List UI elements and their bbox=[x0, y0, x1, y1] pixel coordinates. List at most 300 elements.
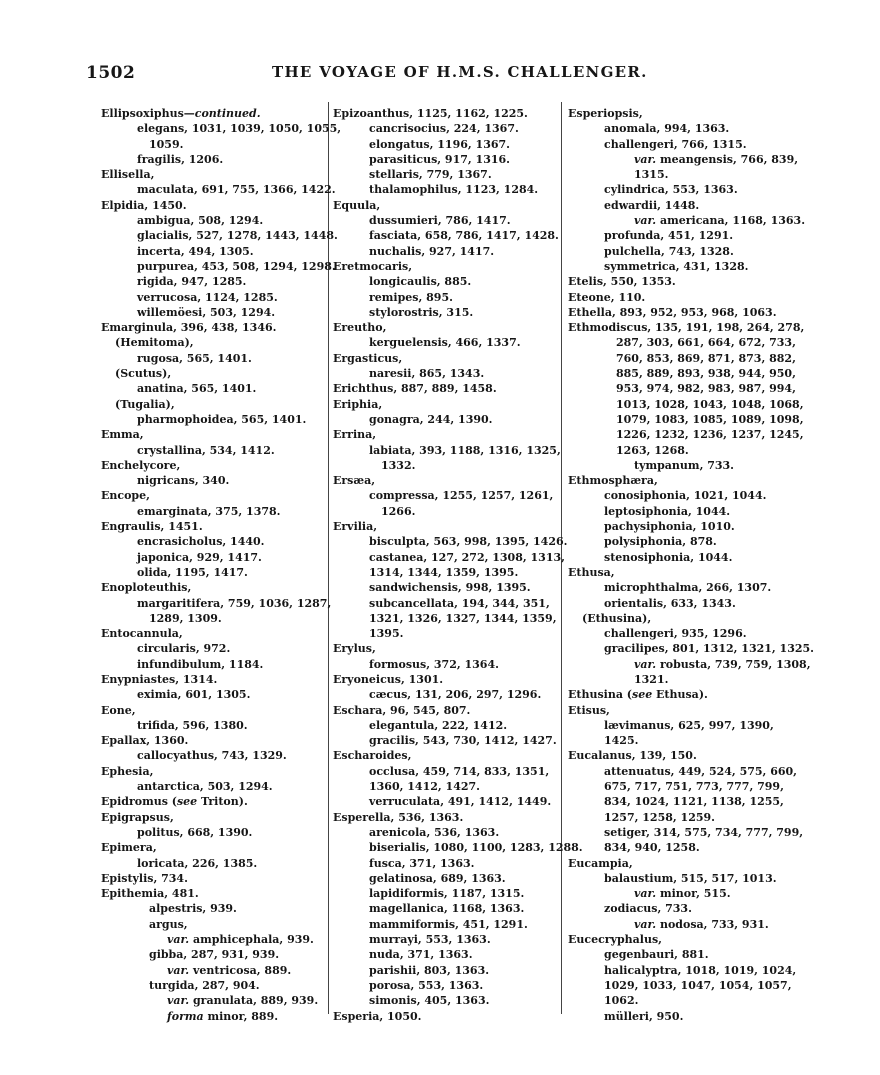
index-entry bbox=[101, 137, 325, 152]
index-entry bbox=[101, 473, 325, 488]
index-entry bbox=[101, 305, 325, 320]
entry-text: setiger, 314, 575, 734, 777, 799, bbox=[604, 825, 804, 839]
entry-text: Entocannula, bbox=[101, 627, 183, 641]
entry-text: 760, 853, 869, 871, 873, 882, bbox=[616, 351, 796, 365]
index-entry bbox=[568, 1009, 798, 1024]
entry-text: Ethella, 893, 952, 953, 968, 1063. bbox=[568, 305, 777, 319]
index-entry bbox=[333, 366, 555, 381]
entry-text: Eone, bbox=[101, 703, 136, 717]
index-entry bbox=[101, 626, 325, 641]
index-entry bbox=[333, 427, 555, 442]
index-entry bbox=[568, 488, 798, 503]
index-entry bbox=[101, 182, 336, 197]
entry-text: Ethusa). bbox=[652, 688, 708, 702]
index-entry bbox=[568, 840, 798, 855]
index-entry bbox=[333, 335, 555, 350]
entry-text: Ethusa, bbox=[568, 565, 615, 579]
entry-text: trifida, 596, 1380. bbox=[137, 718, 248, 732]
index-entry bbox=[101, 687, 325, 702]
entry-text: Esperella, 536, 1363. bbox=[333, 810, 464, 824]
entry-text: 1029, 1033, 1047, 1054, 1057, bbox=[604, 978, 792, 992]
entry-text: encrasicholus, 1440. bbox=[137, 535, 265, 549]
entry-text: 1360, 1412, 1427. bbox=[369, 780, 480, 794]
entry-text: subcancellata, 194, 344, 351, bbox=[369, 596, 550, 610]
index-entry bbox=[101, 733, 325, 748]
entry-text: 834, 1024, 1121, 1138, 1255, bbox=[604, 795, 784, 809]
entry-text: Eucalanus, 139, 150. bbox=[568, 749, 697, 763]
index-entry bbox=[333, 718, 555, 733]
index-entry bbox=[333, 152, 555, 167]
index-entry bbox=[568, 473, 798, 488]
index-entry bbox=[333, 351, 555, 366]
index-entry bbox=[101, 121, 342, 136]
index-entry bbox=[568, 320, 805, 335]
index-entry bbox=[333, 810, 555, 825]
index-entry bbox=[101, 152, 325, 167]
entry-text: Ethmosphæra, bbox=[568, 474, 658, 488]
entry-text: elegans, 1031, 1039, 1050, 1055, bbox=[137, 122, 342, 136]
index-column-2 bbox=[333, 106, 583, 1024]
index-entry bbox=[568, 687, 798, 702]
entry-text: cylindrica, 553, 1363. bbox=[604, 183, 738, 197]
index-entry bbox=[568, 137, 798, 152]
entry-text: microphthalma, 266, 1307. bbox=[604, 581, 772, 595]
index-entry bbox=[333, 458, 555, 473]
entry-italic-text: var. bbox=[634, 214, 657, 228]
index-entry bbox=[333, 687, 555, 702]
entry-italic-text: var. bbox=[634, 887, 657, 901]
index-entry bbox=[101, 443, 325, 458]
entry-text: parishii, 803, 1363. bbox=[369, 963, 490, 977]
index-entry bbox=[101, 244, 325, 259]
entry-text: dussumieri, 786, 1417. bbox=[369, 214, 511, 228]
entry-text: callocyathus, 743, 1329. bbox=[137, 749, 287, 763]
index-entry bbox=[568, 718, 798, 733]
index-entry bbox=[333, 320, 555, 335]
index-entry bbox=[333, 244, 555, 259]
entry-text: Ereutho, bbox=[333, 321, 387, 335]
index-entry bbox=[568, 121, 798, 136]
entry-text: 1315. bbox=[634, 168, 669, 182]
entry-text: formosus, 372, 1364. bbox=[369, 657, 499, 671]
entry-text: stenosiphonia, 1044. bbox=[604, 550, 733, 564]
index-entry bbox=[101, 397, 325, 412]
index-entry bbox=[568, 106, 798, 121]
entry-text: gonagra, 244, 1390. bbox=[369, 412, 493, 426]
index-entry bbox=[333, 703, 555, 718]
entry-text: challengeri, 766, 1315. bbox=[604, 137, 747, 151]
index-entry bbox=[568, 504, 798, 519]
index-entry bbox=[333, 672, 555, 687]
index-entry bbox=[101, 748, 325, 763]
index-entry bbox=[101, 290, 325, 305]
entry-text: 1263, 1268. bbox=[616, 443, 689, 457]
entry-text: glacialis, 527, 1278, 1443, 1448. bbox=[137, 229, 338, 243]
index-entry bbox=[333, 443, 561, 458]
index-entry bbox=[333, 397, 555, 412]
entry-text: Escharoides, bbox=[333, 749, 412, 763]
entry-text: americana, 1168, 1363. bbox=[656, 214, 806, 228]
entry-italic-text: var. bbox=[634, 657, 657, 671]
entry-text: 1395. bbox=[369, 627, 404, 641]
index-entry bbox=[568, 978, 798, 993]
index-entry bbox=[568, 779, 798, 794]
entry-text: Etelis, 550, 1353. bbox=[568, 275, 676, 289]
entry-text: edwardii, 1448. bbox=[604, 198, 700, 212]
entry-text: zodiacus, 733. bbox=[604, 902, 692, 916]
index-entry bbox=[101, 366, 325, 381]
index-entry bbox=[333, 550, 565, 565]
entry-italic-text: var. bbox=[167, 994, 190, 1008]
entry-text: rugosa, 565, 1401. bbox=[137, 351, 252, 365]
entry-text: symmetrica, 431, 1328. bbox=[604, 259, 749, 273]
index-entry bbox=[568, 886, 798, 901]
entry-text: 1289, 1309. bbox=[149, 611, 222, 625]
entry-text: leptosiphonia, 1044. bbox=[604, 504, 731, 518]
index-entry bbox=[568, 596, 798, 611]
entry-text: Eryoneicus, 1301. bbox=[333, 672, 444, 686]
entry-text: robusta, 739, 759, 1308, bbox=[656, 657, 811, 671]
index-entry bbox=[568, 825, 804, 840]
entry-text: anatina, 565, 1401. bbox=[137, 382, 257, 396]
entry-text: Epithemia, 481. bbox=[101, 887, 199, 901]
entry-text: attenuatus, 449, 524, 575, 660, bbox=[604, 764, 797, 778]
index-entry bbox=[568, 198, 798, 213]
entry-text: 1321. bbox=[634, 672, 669, 686]
index-entry bbox=[333, 137, 555, 152]
index-entry bbox=[333, 259, 555, 274]
entry-italic-text: var. bbox=[167, 933, 190, 947]
entry-text: Ellisella, bbox=[101, 168, 155, 182]
entry-text: balaustium, 515, 517, 1013. bbox=[604, 871, 777, 885]
entry-text: stellaris, 779, 1367. bbox=[369, 168, 492, 182]
entry-text: Erichthus, 887, 889, 1458. bbox=[333, 382, 497, 396]
entry-text: 1425. bbox=[604, 734, 639, 748]
entry-text: anomala, 994, 1363. bbox=[604, 122, 730, 136]
index-entry bbox=[568, 963, 798, 978]
index-entry bbox=[568, 335, 798, 350]
entry-text: naresii, 865, 1343. bbox=[369, 367, 485, 381]
index-entry bbox=[101, 703, 325, 718]
index-entry bbox=[568, 213, 806, 228]
entry-text: circularis, 972. bbox=[137, 642, 231, 656]
entry-text: Epimera, bbox=[101, 841, 157, 855]
entry-text: infundibulum, 1184. bbox=[137, 657, 264, 671]
index-entry bbox=[333, 182, 555, 197]
index-entry bbox=[333, 488, 555, 503]
entry-text: pharmophoidea, 565, 1401. bbox=[137, 412, 307, 426]
entry-text: Engraulis, 1451. bbox=[101, 520, 203, 534]
running-title: THE VOYAGE OF H.M.S. CHALLENGER. bbox=[272, 63, 648, 81]
entry-text: 1257, 1258, 1259. bbox=[604, 810, 715, 824]
entry-text: pulchella, 743, 1328. bbox=[604, 244, 734, 258]
index-entry bbox=[568, 443, 798, 458]
index-entry bbox=[568, 901, 798, 916]
entry-text: (Ethusina), bbox=[582, 611, 652, 625]
entry-text: kerguelensis, 466, 1337. bbox=[369, 336, 521, 350]
entry-text: Eretmocaris, bbox=[333, 259, 413, 273]
entry-text: Epigrapsus, bbox=[101, 810, 174, 824]
index-entry bbox=[333, 228, 559, 243]
index-entry bbox=[101, 672, 325, 687]
index-entry bbox=[333, 978, 555, 993]
entry-text: gibba, 287, 931, 939. bbox=[149, 948, 280, 962]
index-entry bbox=[101, 488, 325, 503]
entry-italic-text: var. bbox=[634, 917, 657, 931]
entry-text: nuda, 371, 1363. bbox=[369, 948, 473, 962]
index-entry bbox=[101, 810, 325, 825]
index-column-1 bbox=[101, 106, 342, 1024]
entry-text: Ethusina ( bbox=[568, 688, 632, 702]
entry-text: japonica, 929, 1417. bbox=[137, 550, 262, 564]
entry-text: nigricans, 340. bbox=[137, 474, 230, 488]
index-entry bbox=[568, 932, 798, 947]
entry-text: willemöesi, 503, 1294. bbox=[137, 305, 276, 319]
entry-text: (Tugalia), bbox=[115, 397, 175, 411]
index-entry bbox=[568, 626, 798, 641]
index-entry bbox=[101, 534, 325, 549]
index-column-3 bbox=[568, 106, 815, 1024]
index-entry bbox=[333, 519, 555, 534]
index-entry bbox=[568, 366, 798, 381]
index-entry bbox=[101, 764, 325, 779]
index-entry bbox=[568, 397, 804, 412]
index-entry bbox=[101, 611, 325, 626]
index-entry bbox=[333, 641, 555, 656]
entry-text: Ersæa, bbox=[333, 474, 376, 488]
index-entry bbox=[101, 519, 325, 534]
entry-italic-text: see bbox=[176, 795, 198, 809]
entry-text: Ervilia, bbox=[333, 520, 378, 534]
index-entry bbox=[568, 657, 811, 672]
index-entry bbox=[568, 152, 798, 167]
entry-text: profunda, 451, 1291. bbox=[604, 229, 734, 243]
entry-text: Eteone, 110. bbox=[568, 290, 646, 304]
entry-text: Elpidia, 1450. bbox=[101, 198, 187, 212]
entry-text: emarginata, 375, 1378. bbox=[137, 504, 281, 518]
entry-italic-text: var. bbox=[167, 963, 190, 977]
index-entry bbox=[333, 886, 555, 901]
entry-text: labiata, 393, 1188, 1316, 1325, bbox=[369, 443, 561, 457]
index-entry bbox=[101, 381, 325, 396]
entry-text: turgida, 287, 904. bbox=[149, 978, 260, 992]
index-entry bbox=[568, 641, 815, 656]
index-entry bbox=[333, 565, 555, 580]
entry-text: nuchalis, 927, 1417. bbox=[369, 244, 495, 258]
entry-italic-text: var. bbox=[634, 152, 657, 166]
entry-text: Epizoanthus, 1125, 1162, 1225. bbox=[333, 107, 528, 120]
index-entry bbox=[333, 733, 555, 748]
entry-text: politus, 668, 1390. bbox=[137, 825, 253, 839]
entry-text: longicaulis, 885. bbox=[369, 275, 472, 289]
entry-text: Encope, bbox=[101, 489, 150, 503]
index-entry bbox=[333, 611, 555, 626]
index-entry bbox=[333, 901, 555, 916]
entry-text: Esperia, 1050. bbox=[333, 1009, 422, 1023]
entry-text: gelatinosa, 689, 1363. bbox=[369, 871, 506, 885]
index-entry bbox=[101, 198, 325, 213]
entry-text: incerta, 494, 1305. bbox=[137, 244, 254, 258]
index-entry bbox=[568, 917, 798, 932]
entry-text: purpurea, 453, 508, 1294, 1298. bbox=[137, 259, 336, 273]
index-entry bbox=[568, 351, 798, 366]
index-entry bbox=[101, 825, 325, 840]
index-entry bbox=[568, 764, 798, 779]
index-entry bbox=[101, 794, 325, 809]
index-entry bbox=[333, 198, 555, 213]
entry-text: Equula, bbox=[333, 198, 381, 212]
entry-text: minor, 515. bbox=[656, 887, 731, 901]
index-entry bbox=[333, 856, 555, 871]
entry-text: elongatus, 1196, 1367. bbox=[369, 137, 510, 151]
entry-text: alpestris, 939. bbox=[149, 902, 237, 916]
index-entry bbox=[333, 840, 583, 855]
entry-text: polysiphonia, 878. bbox=[604, 535, 717, 549]
index-entry bbox=[101, 167, 325, 182]
entry-text: olida, 1195, 1417. bbox=[137, 565, 248, 579]
entry-text: 953, 974, 982, 983, 987, 994, bbox=[616, 382, 796, 396]
index-entry bbox=[333, 305, 555, 320]
index-entry bbox=[568, 305, 798, 320]
index-entry bbox=[101, 504, 325, 519]
entry-text: fasciata, 658, 786, 1417, 1428. bbox=[369, 229, 559, 243]
index-entry bbox=[568, 427, 804, 442]
index-entry bbox=[333, 825, 555, 840]
entry-text: Erylus, bbox=[333, 642, 376, 656]
index-entry bbox=[568, 580, 798, 595]
index-entry bbox=[101, 840, 325, 855]
entry-italic-text: continued. bbox=[194, 107, 261, 120]
entry-text: Epidromus ( bbox=[101, 795, 177, 809]
entry-text: Ellipsoxiphus— bbox=[101, 107, 195, 120]
index-entry bbox=[333, 1009, 555, 1024]
entry-italic-text: forma bbox=[167, 1009, 204, 1023]
index-entry bbox=[333, 412, 555, 427]
index-entry bbox=[568, 228, 798, 243]
index-entry bbox=[568, 534, 798, 549]
index-entry bbox=[101, 779, 325, 794]
entry-text: parasiticus, 917, 1316. bbox=[369, 152, 510, 166]
entry-text: lapidiformis, 1187, 1315. bbox=[369, 887, 525, 901]
entry-text: gracilis, 543, 730, 1412, 1427. bbox=[369, 734, 557, 748]
entry-text: bisculpta, 563, 998, 1395, 1426. bbox=[369, 535, 568, 549]
index-entry bbox=[568, 458, 798, 473]
index-entry bbox=[333, 657, 555, 672]
index-entry bbox=[101, 917, 325, 932]
entry-text: 675, 717, 751, 773, 777, 799, bbox=[604, 780, 784, 794]
index-entry bbox=[101, 932, 325, 947]
entry-text: 834, 940, 1258. bbox=[604, 841, 700, 855]
entry-text: challengeri, 935, 1296. bbox=[604, 627, 747, 641]
entry-text: Epistylis, 734. bbox=[101, 871, 188, 885]
index-entry bbox=[101, 427, 325, 442]
index-entry bbox=[333, 596, 555, 611]
index-entry bbox=[333, 779, 555, 794]
entry-text: 1062. bbox=[604, 994, 639, 1008]
index-entry bbox=[101, 412, 325, 427]
index-entry bbox=[333, 932, 555, 947]
entry-text: cancrisocius, 224, 1367. bbox=[369, 122, 519, 136]
entry-text: loricata, 226, 1385. bbox=[137, 856, 258, 870]
entry-text: stylorostris, 315. bbox=[369, 305, 474, 319]
index-entry bbox=[568, 244, 798, 259]
index-entry bbox=[333, 917, 555, 932]
index-entry bbox=[333, 947, 555, 962]
entry-text: Eucecryphalus, bbox=[568, 933, 662, 947]
entry-text: verrucosa, 1124, 1285. bbox=[137, 290, 278, 304]
index-entry bbox=[333, 580, 555, 595]
index-entry bbox=[101, 335, 325, 350]
entry-text: Triton). bbox=[197, 795, 248, 809]
entry-text: castanea, 127, 272, 1308, 1313, bbox=[369, 550, 565, 564]
index-entry bbox=[101, 871, 325, 886]
entry-text: biserialis, 1080, 1100, 1283, 1288. bbox=[369, 841, 583, 855]
entry-text: halicalyptra, 1018, 1019, 1024, bbox=[604, 963, 797, 977]
entry-text: fragilis, 1206. bbox=[137, 152, 224, 166]
index-entry bbox=[568, 856, 798, 871]
index-entry bbox=[333, 381, 555, 396]
entry-text: Enchelycore, bbox=[101, 458, 181, 472]
index-entry bbox=[568, 672, 798, 687]
index-entry bbox=[333, 764, 555, 779]
entry-text: argus, bbox=[149, 917, 188, 931]
index-entry bbox=[568, 274, 798, 289]
index-entry bbox=[101, 993, 325, 1008]
entry-text: simonis, 405, 1363. bbox=[369, 994, 490, 1008]
index-entry bbox=[568, 259, 798, 274]
entry-text: Ergasticus, bbox=[333, 351, 403, 365]
index-entry bbox=[568, 871, 798, 886]
entry-text: (Scutus), bbox=[115, 367, 172, 381]
entry-text: sandwichensis, 998, 1395. bbox=[369, 581, 531, 595]
entry-text: crystallina, 534, 1412. bbox=[137, 443, 275, 457]
index-entry bbox=[101, 351, 325, 366]
entry-text: gegenbauri, 881. bbox=[604, 948, 709, 962]
index-entry bbox=[333, 121, 555, 136]
entry-text: 885, 889, 893, 938, 944, 950, bbox=[616, 367, 796, 381]
entry-text: Emarginula, 396, 438, 1346. bbox=[101, 321, 277, 335]
index-entry bbox=[568, 748, 798, 763]
index-entry bbox=[101, 856, 325, 871]
index-entry bbox=[568, 519, 798, 534]
entry-text: minor, 889. bbox=[203, 1009, 279, 1023]
index-entry bbox=[101, 947, 325, 962]
index-entry bbox=[568, 947, 798, 962]
entry-text: Eucampia, bbox=[568, 856, 633, 870]
index-entry bbox=[101, 550, 325, 565]
index-entry bbox=[101, 213, 325, 228]
index-entry bbox=[101, 580, 325, 595]
index-entry bbox=[333, 993, 555, 1008]
index-entry bbox=[101, 259, 336, 274]
index-entry bbox=[568, 290, 798, 305]
index-entry bbox=[101, 657, 325, 672]
entry-text: remipes, 895. bbox=[369, 290, 453, 304]
index-entry bbox=[333, 963, 555, 978]
index-entry bbox=[333, 274, 555, 289]
index-entry bbox=[568, 412, 804, 427]
entry-text: Epallax, 1360. bbox=[101, 734, 189, 748]
index-entry bbox=[333, 794, 555, 809]
index-entry bbox=[101, 641, 325, 656]
entry-text: 1079, 1083, 1085, 1089, 1098, bbox=[616, 412, 804, 426]
entry-text: tympanum, 733. bbox=[634, 458, 735, 472]
index-entry bbox=[333, 626, 555, 641]
index-entry bbox=[568, 565, 798, 580]
index-entry bbox=[568, 182, 798, 197]
index-entry bbox=[101, 565, 325, 580]
page-number: 1502 bbox=[86, 63, 136, 83]
